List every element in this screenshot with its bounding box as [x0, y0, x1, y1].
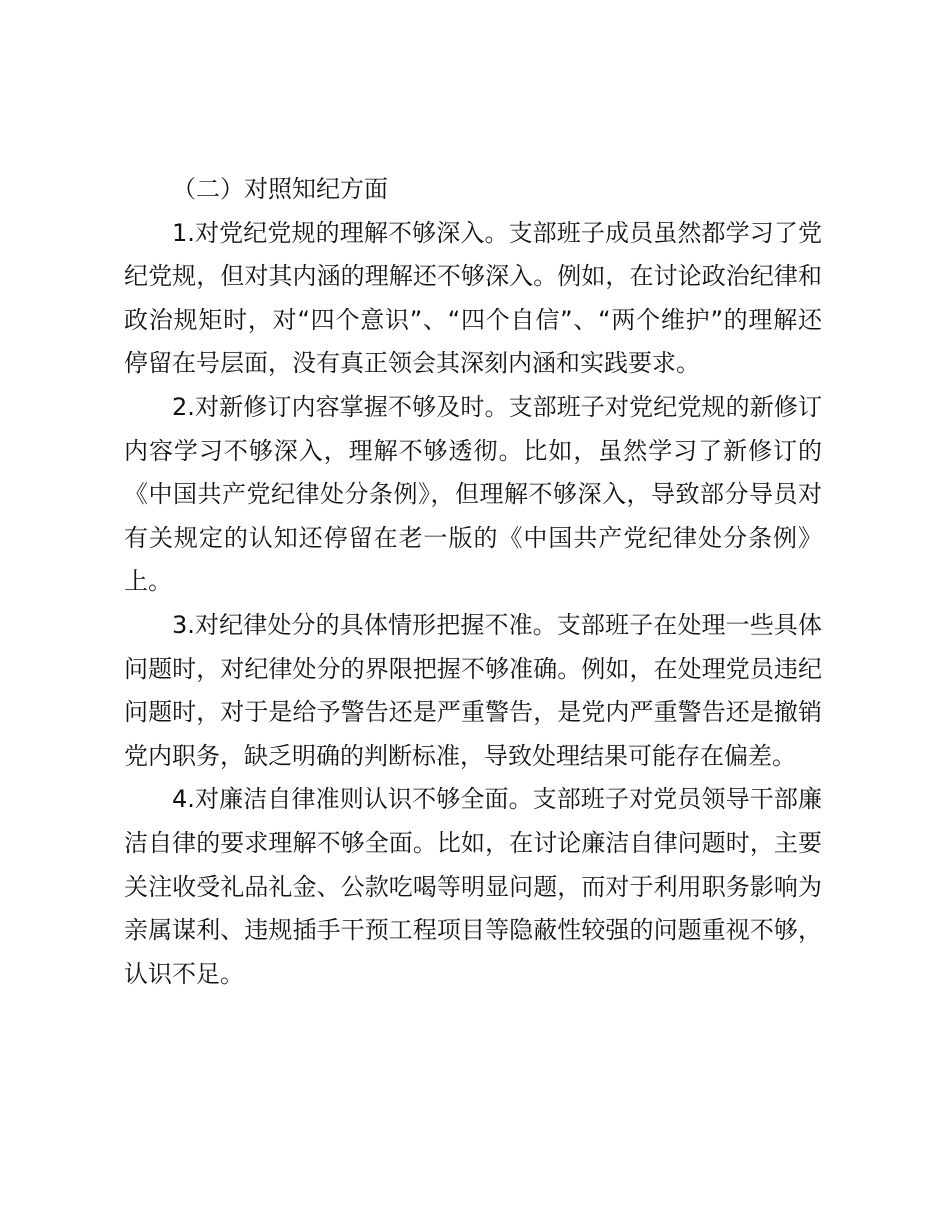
- section-heading: （二）对照知纪方面: [172, 175, 388, 203]
- paragraph-2: 2.对新修订内容掌握不够及时。支部班子对党纪党规的新修订内容学习不够深入，理解不够透彻。比如，虽然学习了新修订的《中国共产党纪律处分条例》，但理解不够深入，导致部分导员对有关规定的认知还停留在老一版的《中国共产党纪律处分条例》上。: [124, 392, 822, 596]
- paragraph-3: 3.对纪律处分的具体情形把握不准。支部班子在处理一些具体问题时，对纪律处分的界限把握不够准确。例如，在处理党员违纪问题时，对于是给予警告还是严重警告，是党内严重警告还是撤销党内职务，缺乏明确的判断标准，导致处理结果可能存在偏差。: [124, 610, 822, 770]
- document-body: [124, 168, 822, 996]
- paragraph-4: 4.对廉洁自律准则认识不够全面。支部班子对党员领导干部廉洁自律的要求理解不够全面。比如，在讨论廉洁自律问题时，主要关注收受礼品礼金、公款吃喝等明显问题，而对于利用职务影响为亲属谋利、违规插手干预工程项目等隐蔽性较强的问题重视不够，认识不足。: [124, 785, 822, 988]
- paragraph-1: 1.对党纪党规的理解不够深入。支部班子成员虽然都学习了党纪党规，但对其内涵的理解还不够深入。例如，在讨论政治纪律和政治规矩时，对“四个意识”、“四个自信”、“两个维护”的理解还停留在号层面，没有真正领会其深刻内涵和实践要求。: [124, 218, 822, 378]
